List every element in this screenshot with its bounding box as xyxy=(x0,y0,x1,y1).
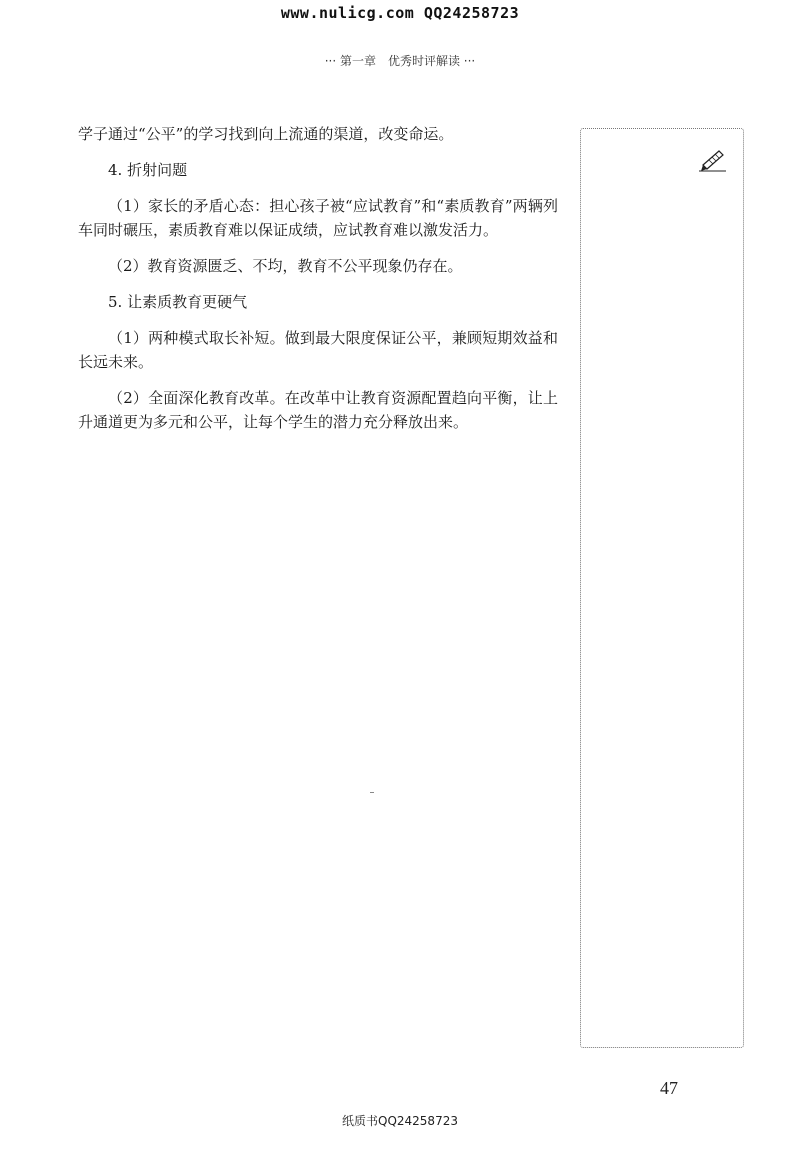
section-heading: 5. 让素质教育更硬气 xyxy=(108,293,248,311)
paragraph: （1）家长的矛盾心态：担心孩子被“应试教育”和“素质教育”两辆列车同时碾压，素质教育难以保证成绩，应试教育难以激发活力。 xyxy=(78,197,558,239)
running-head: ··· 第一章 优秀时评解读 ··· xyxy=(324,54,476,68)
paragraph: （1）两种模式取长补短。做到最大限度保证公平，兼顾短期效益和长远未来。 xyxy=(78,329,558,371)
page-number: 47 xyxy=(660,1078,678,1098)
top-watermark: www.nulicg.com QQ24258723 xyxy=(280,4,520,22)
pencil-icon xyxy=(695,145,729,175)
paragraph: （2）全面深化教育改革。在改革中让教育资源配置趋向平衡，让上升通道更为多元和公平，让每个学生的潜力充分释放出来。 xyxy=(78,389,558,431)
page-mark xyxy=(370,792,374,793)
bottom-watermark: 纸质书QQ24258723 xyxy=(342,1114,458,1128)
notes-margin-box xyxy=(580,128,744,1048)
paragraph: （2）教育资源匮乏、不均，教育不公平现象仍存在。 xyxy=(108,257,463,275)
paragraph: 学子通过“公平”的学习找到向上流通的渠道，改变命运。 xyxy=(78,125,454,143)
main-text xyxy=(78,122,558,446)
section-heading: 4. 折射问题 xyxy=(108,161,188,179)
